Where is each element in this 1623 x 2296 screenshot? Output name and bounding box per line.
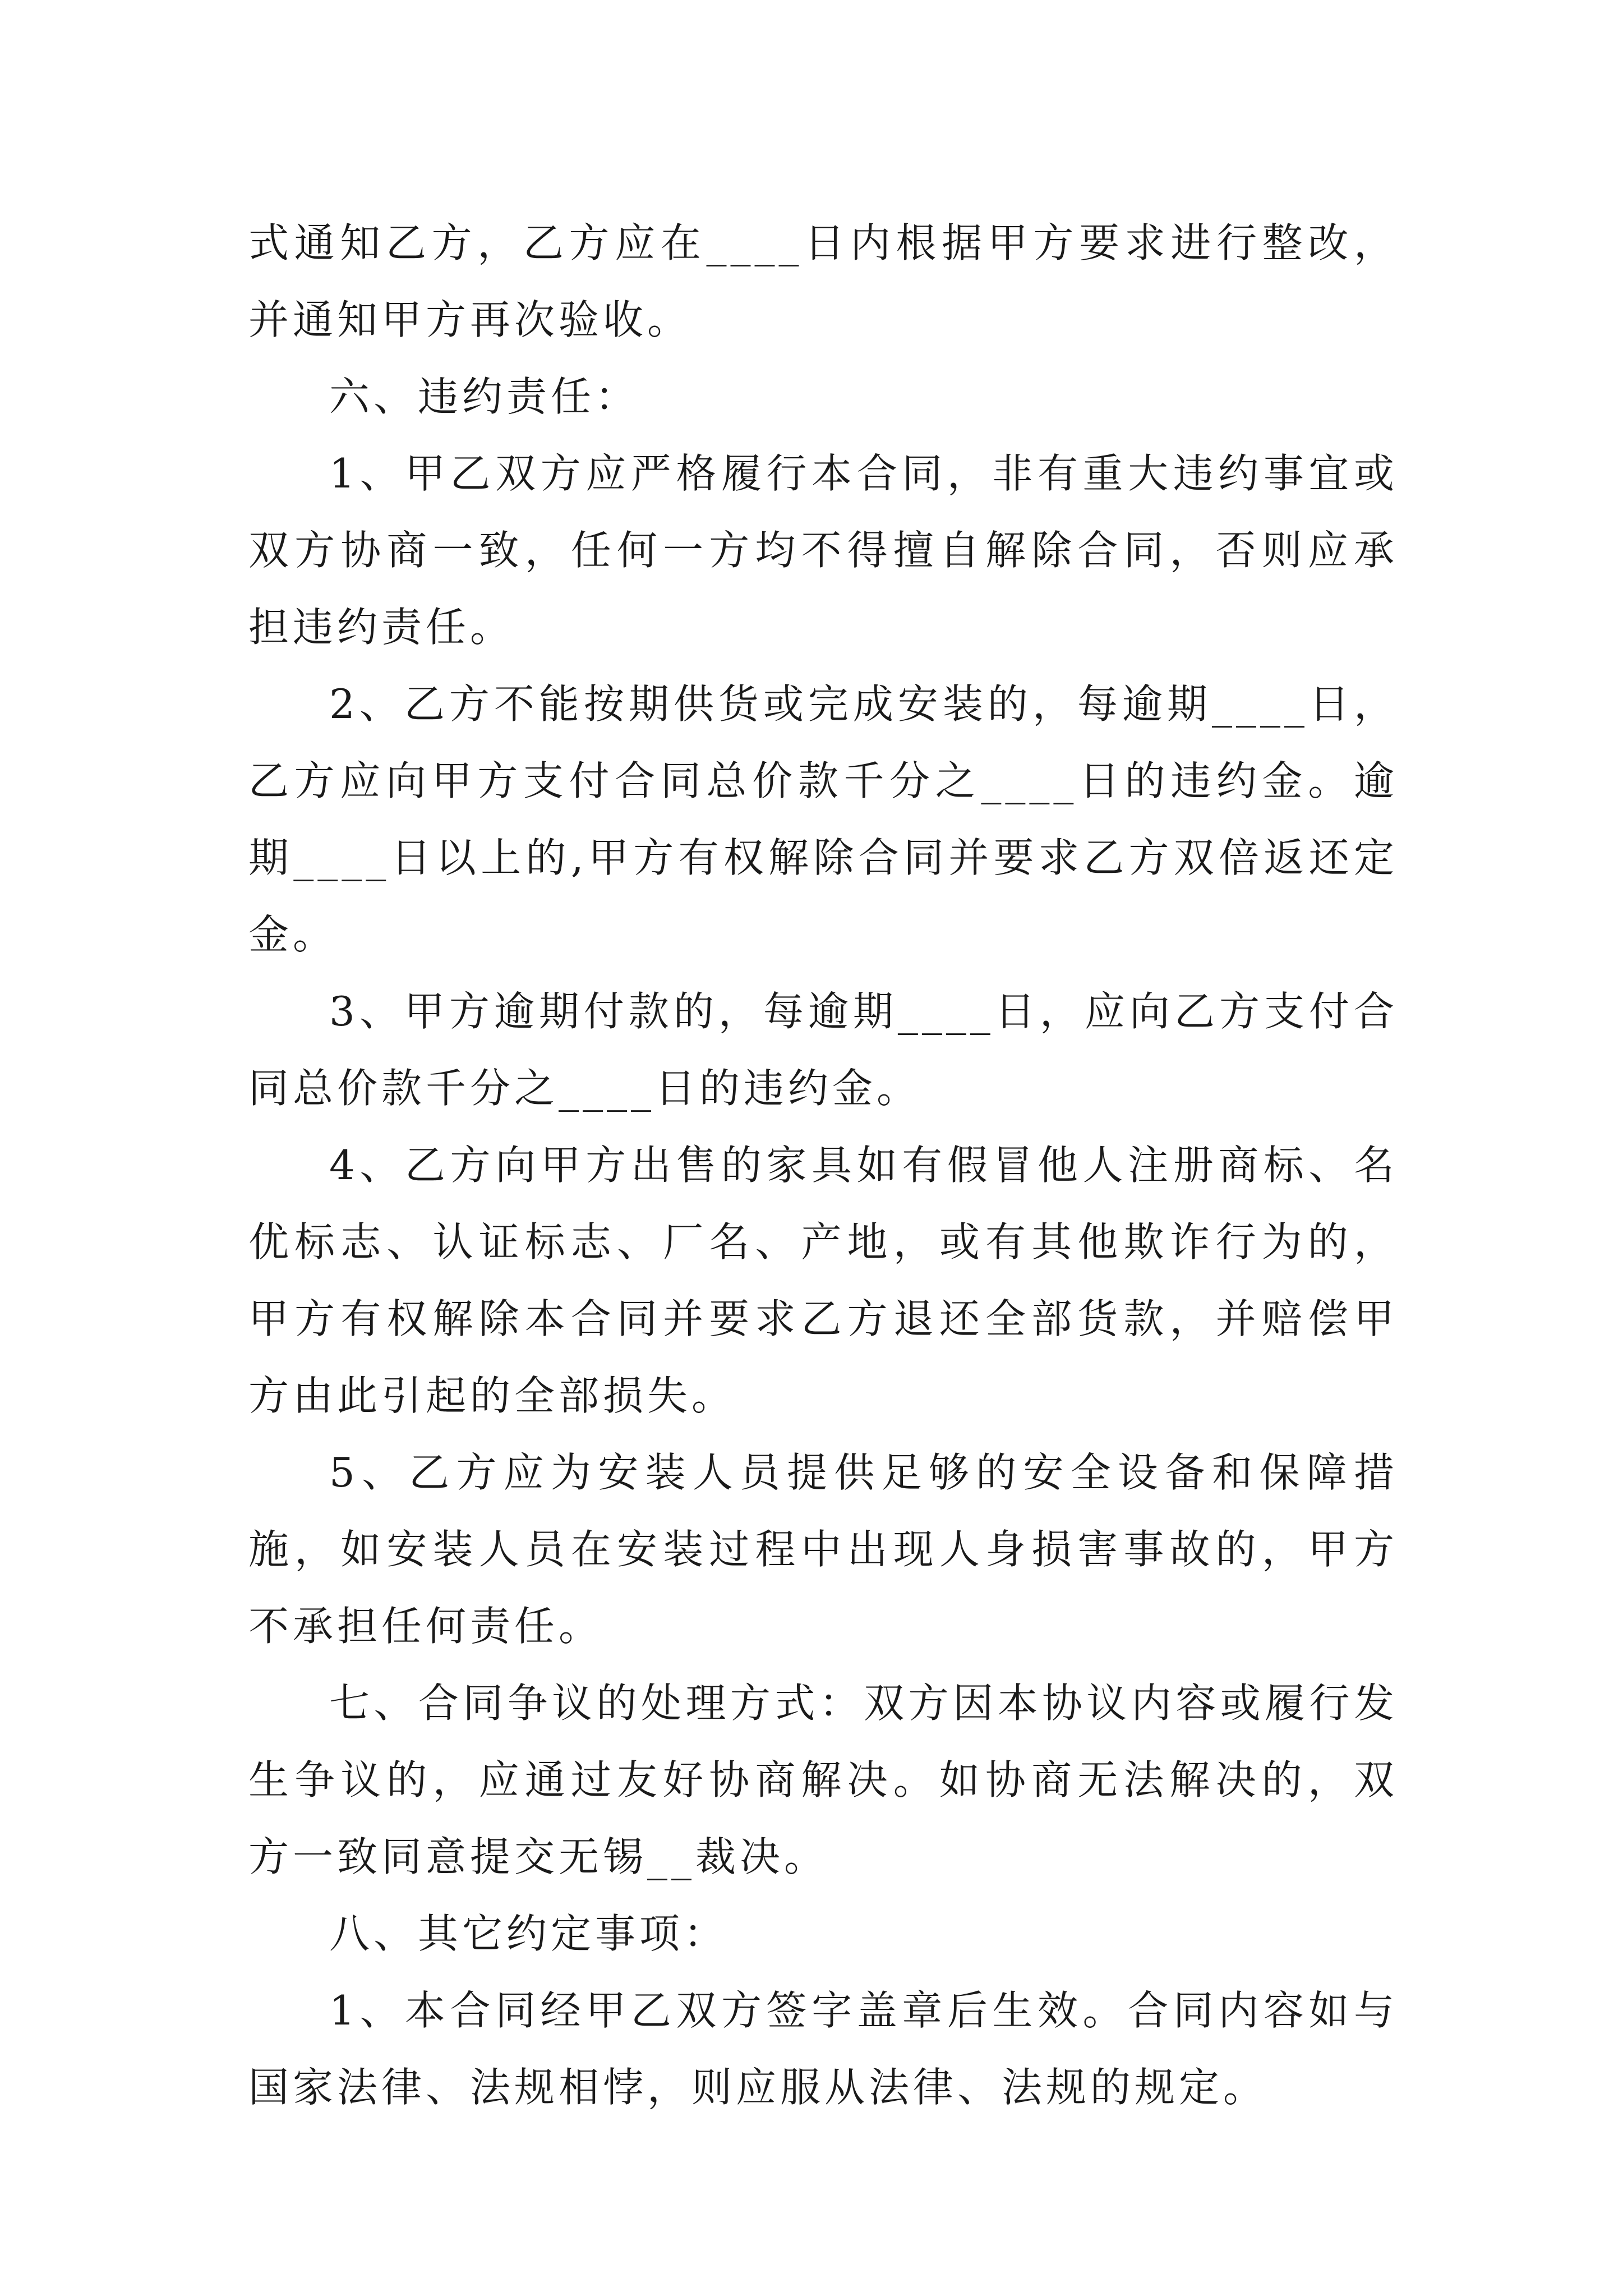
clause-1-contract-performance: 1、甲乙双方应严格履行本合同，非有重大违约事宜或双方协商一致，任何一方均不得擅自解除合同，否则应承担违约责任。 — [248, 450, 1398, 651]
clause-3-late-payment: 3、甲方逾期付款的，每逾期____日，应向乙方支付合同总价款千分之____日的违约金。 — [248, 988, 1398, 1112]
paragraph-continuation: 式通知乙方，乙方应在____日内根据甲方要求进行整改，并通知甲方再次验收。 — [248, 219, 1398, 343]
clause-2-late-delivery: 2、乙方不能按期供货或完成安装的，每逾期____日，乙方应向甲方支付合同总价款千分之____日的违约金。逾期____日以上的,甲方有权解除合同并要求乙方双倍返还定金。 — [248, 680, 1398, 958]
clause-5-installation-safety: 5、乙方应为安装人员提供足够的安全设备和保障措施，如安装人员在安装过程中出现人身损害事故的，甲方不承担任何责任。 — [248, 1449, 1398, 1650]
section-dispute-resolution: 七、合同争议的处理方式：双方因本协议内容或履行发生争议的，应通过友好协商解决。如协商无法解决的，双方一致同意提交无锡__裁决。 — [248, 1680, 1398, 1880]
document-body — [248, 205, 1398, 2126]
clause-1-effectiveness: 1、本合同经甲乙双方签字盖章后生效。合同内容如与国家法律、法规相悖，则应服从法律、法规的规定。 — [248, 1987, 1398, 2111]
section-heading-breach-liability: 六、违约责任： — [329, 373, 640, 420]
clause-4-counterfeit-goods: 4、乙方向甲方出售的家具如有假冒他人注册商标、名优标志、认证标志、厂名、产地，或有其他欺诈行为的，甲方有权解除本合同并要求乙方退还全部货款，并赔偿甲方由此引起的全部损失。 — [248, 1142, 1398, 1419]
section-heading-other-terms: 八、其它约定事项： — [329, 1910, 728, 1957]
